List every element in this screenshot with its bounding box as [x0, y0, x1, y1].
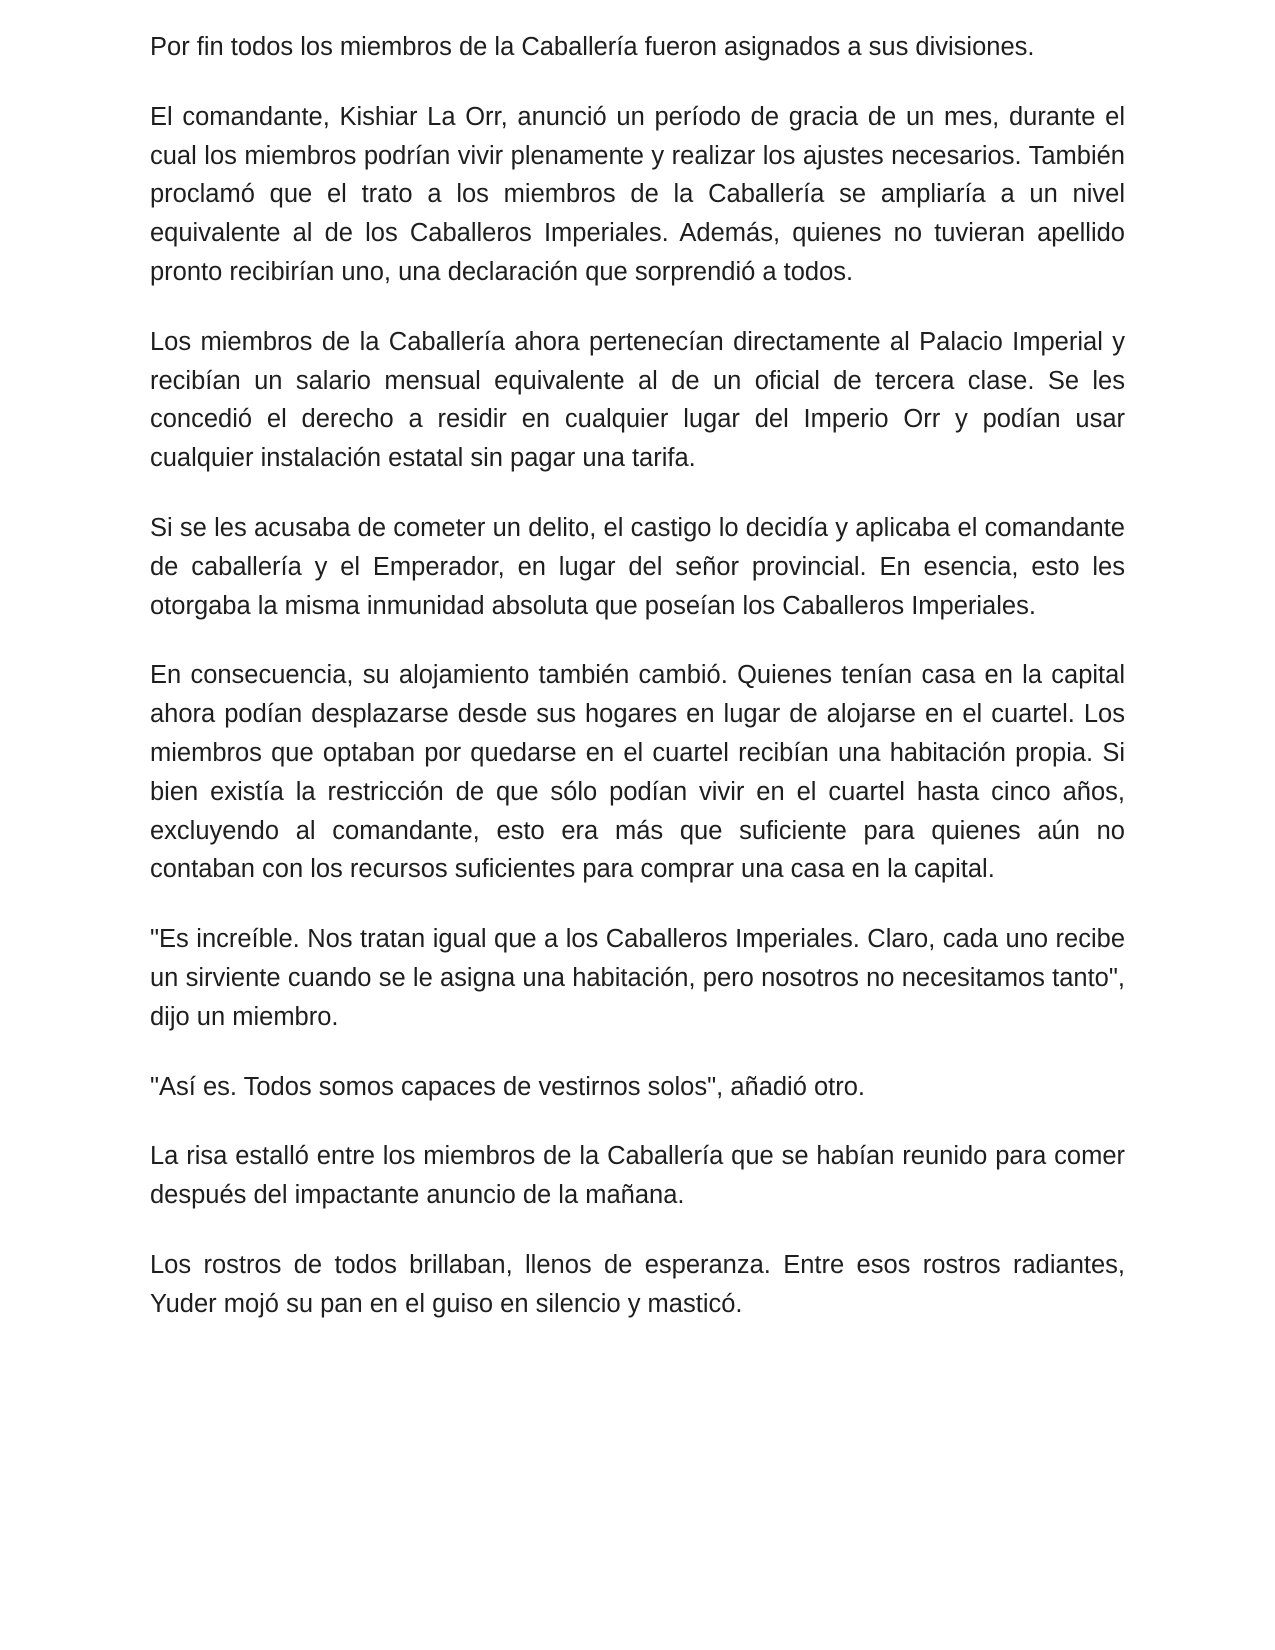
paragraph-assignment: Por fin todos los miembros de la Caballería fueron asignados a sus divisiones.: [150, 33, 1035, 61]
paragraph-laughter: La risa estalló entre los miembros de la Caballería que se habían reunido para comer después del impactante anuncio de la mañana.: [150, 1142, 1125, 1210]
paragraph-dialogue-2: "Así es. Todos somos capaces de vestirnos solos", añadió otro.: [150, 1072, 866, 1101]
paragraph-grace-period: El comandante, Kishiar La Orr, anunció un período de gracia de un mes, durante el cual los miembros podrían vivir plenamente y realizar los ajustes necesarios. También proclamó que el trato a los miembros de la Caballería se ampliaría a un nivel equivalente al de los Caballeros Imperiales. Además, quienes no tuvieran apellido pronto recibirían uno, una declaración que sorprendió a todos.: [150, 102, 1125, 286]
paragraph-yuder: Los rostros de todos brillaban, llenos de esperanza. Entre esos rostros radiantes, Yuder mojó su pan en el guiso en silencio y masticó.: [150, 1250, 1125, 1318]
paragraph-immunity: Si se les acusaba de cometer un delito, el castigo lo decidía y aplicaba el comandante de caballería y el Emperador, en lugar del señor provincial. En esencia, esto les otorgaba la misma inmunidad absoluta que poseían los Caballeros Imperiales.: [150, 513, 1125, 620]
paragraph-dialogue-1: "Es increíble. Nos tratan igual que a los Caballeros Imperiales. Claro, cada uno recibe un sirviente cuando se le asigna una habitación, pero nosotros no necesitamos tanto", dijo un miembro.: [150, 925, 1125, 1031]
paragraph-salary-rights: Los miembros de la Caballería ahora pertenecían directamente al Palacio Imperial y recibían un salario mensual equivalente al de un oficial de tercera clase. Se les concedió el derecho a residir en cualquier lugar del Imperio Orr y podían usar cualquier instalación estatal sin pagar una tarifa.: [150, 327, 1125, 473]
document-page: [150, 28, 1125, 1355]
paragraph-lodging: En consecuencia, su alojamiento también cambió. Quienes tenían casa en la capital ahora podían desplazarse desde sus hogares en lugar de alojarse en el cuartel. Los miembros que optaban por quedarse en el cuartel recibían una habitación propia. Si bien existía la restricción de que sólo podían vivir en el cuartel hasta cinco años, excluyendo al comandante, esto era más que suficiente para quienes aún no contaban con los recursos suficientes para comprar una casa en la capital.: [150, 661, 1125, 884]
